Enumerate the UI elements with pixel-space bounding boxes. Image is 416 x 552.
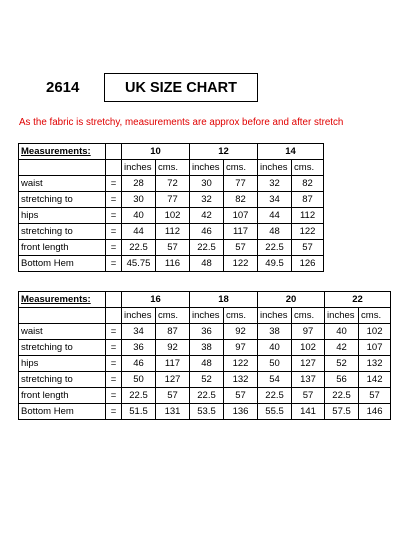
unit-inches: inches <box>122 160 156 176</box>
equals-sign: = <box>106 388 122 404</box>
value-inches: 55.5 <box>258 404 292 420</box>
value-cms: 57 <box>156 388 190 404</box>
value-inches: 38 <box>258 324 292 340</box>
unit-inches: inches <box>190 160 224 176</box>
equals-sign: = <box>106 192 122 208</box>
equals-sign: = <box>106 208 122 224</box>
measurement-row <box>19 224 324 240</box>
value-cms: 107 <box>224 208 258 224</box>
size-header: 14 <box>258 144 324 160</box>
size-header-row <box>19 144 324 160</box>
value-cms: 132 <box>359 356 391 372</box>
measurement-row <box>19 192 324 208</box>
equals-sign: = <box>106 356 122 372</box>
measurements-header: Measurements: <box>19 292 106 308</box>
value-cms: 57 <box>359 388 391 404</box>
value-cms: 102 <box>359 324 391 340</box>
size-header: 10 <box>122 144 190 160</box>
value-cms: 127 <box>292 356 325 372</box>
measurement-row <box>19 388 391 404</box>
value-cms: 57 <box>224 388 258 404</box>
measurement-row <box>19 240 324 256</box>
value-inches: 40 <box>258 340 292 356</box>
value-cms: 92 <box>156 340 190 356</box>
measurement-row <box>19 356 391 372</box>
value-cms: 102 <box>292 340 325 356</box>
table-body <box>19 176 324 272</box>
equals-sign: = <box>106 404 122 420</box>
value-cms: 107 <box>359 340 391 356</box>
value-cms: 146 <box>359 404 391 420</box>
value-cms: 117 <box>156 356 190 372</box>
value-cms: 87 <box>292 192 324 208</box>
value-cms: 127 <box>156 372 190 388</box>
eq-header-cell <box>106 144 122 160</box>
chart-title <box>104 73 258 102</box>
unit-inches: inches <box>258 160 292 176</box>
size-header: 12 <box>190 144 258 160</box>
value-inches: 52 <box>190 372 224 388</box>
measurement-row <box>19 340 391 356</box>
measurement-label: front length <box>19 388 106 404</box>
measurement-row <box>19 176 324 192</box>
value-inches: 22.5 <box>190 388 224 404</box>
value-cms: 142 <box>359 372 391 388</box>
measurement-label: hips <box>19 356 106 372</box>
value-inches: 40 <box>122 208 156 224</box>
size-header-row <box>19 292 391 308</box>
measurement-label: stretching to <box>19 192 106 208</box>
value-inches: 42 <box>190 208 224 224</box>
value-inches: 34 <box>122 324 156 340</box>
value-cms: 132 <box>224 372 258 388</box>
size-table-16-22 <box>18 291 391 420</box>
value-inches: 36 <box>122 340 156 356</box>
value-inches: 56 <box>325 372 359 388</box>
value-inches: 22.5 <box>122 240 156 256</box>
value-inches: 32 <box>258 176 292 192</box>
unit-cms: cms. <box>156 160 190 176</box>
value-cms: 72 <box>156 176 190 192</box>
size-table-10-14 <box>18 143 324 272</box>
unit-inches: inches <box>325 308 359 324</box>
value-cms: 117 <box>224 224 258 240</box>
unit-header-row <box>19 308 391 324</box>
unit-cms: cms. <box>292 160 324 176</box>
value-cms: 122 <box>224 356 258 372</box>
value-inches: 42 <box>325 340 359 356</box>
value-inches: 28 <box>122 176 156 192</box>
value-inches: 40 <box>325 324 359 340</box>
measurement-label: stretching to <box>19 340 106 356</box>
table-body <box>19 324 391 420</box>
size-header: 18 <box>190 292 258 308</box>
value-cms: 57 <box>224 240 258 256</box>
value-cms: 57 <box>156 240 190 256</box>
measurements-header: Measurements: <box>19 144 106 160</box>
measurement-row <box>19 372 391 388</box>
blank-cell <box>19 160 106 176</box>
chart-title-text: UK SIZE CHART <box>125 79 237 96</box>
value-inches: 36 <box>190 324 224 340</box>
blank-cell <box>106 308 122 324</box>
unit-cms: cms. <box>156 308 190 324</box>
equals-sign: = <box>106 340 122 356</box>
value-cms: 82 <box>224 192 258 208</box>
measurement-row <box>19 324 391 340</box>
equals-sign: = <box>106 224 122 240</box>
value-cms: 102 <box>156 208 190 224</box>
value-inches: 22.5 <box>258 240 292 256</box>
value-cms: 57 <box>292 388 325 404</box>
value-inches: 57.5 <box>325 404 359 420</box>
value-cms: 112 <box>292 208 324 224</box>
value-inches: 50 <box>122 372 156 388</box>
value-cms: 87 <box>156 324 190 340</box>
value-inches: 22.5 <box>258 388 292 404</box>
value-inches: 44 <box>122 224 156 240</box>
measurement-label: hips <box>19 208 106 224</box>
value-inches: 30 <box>190 176 224 192</box>
value-inches: 44 <box>258 208 292 224</box>
unit-inches: inches <box>258 308 292 324</box>
value-inches: 48 <box>190 256 224 272</box>
value-inches: 22.5 <box>325 388 359 404</box>
stretch-note: As the fabric is stretchy, measurements are approx before and after stretch <box>19 117 344 128</box>
value-inches: 45.75 <box>122 256 156 272</box>
size-header: 20 <box>258 292 325 308</box>
value-inches: 48 <box>190 356 224 372</box>
blank-cell <box>19 308 106 324</box>
value-inches: 51.5 <box>122 404 156 420</box>
eq-header-cell <box>106 292 122 308</box>
unit-inches: inches <box>122 308 156 324</box>
value-cms: 77 <box>224 176 258 192</box>
value-cms: 77 <box>156 192 190 208</box>
value-cms: 57 <box>292 240 324 256</box>
value-cms: 126 <box>292 256 324 272</box>
value-inches: 32 <box>190 192 224 208</box>
equals-sign: = <box>106 176 122 192</box>
unit-cms: cms. <box>224 160 258 176</box>
value-cms: 141 <box>292 404 325 420</box>
measurement-label: Bottom Hem <box>19 404 106 420</box>
value-inches: 50 <box>258 356 292 372</box>
value-cms: 92 <box>224 324 258 340</box>
measurement-row <box>19 256 324 272</box>
value-cms: 137 <box>292 372 325 388</box>
value-inches: 53.5 <box>190 404 224 420</box>
unit-cms: cms. <box>224 308 258 324</box>
value-inches: 46 <box>122 356 156 372</box>
measurement-label: Bottom Hem <box>19 256 106 272</box>
value-cms: 136 <box>224 404 258 420</box>
value-cms: 116 <box>156 256 190 272</box>
value-cms: 131 <box>156 404 190 420</box>
equals-sign: = <box>106 240 122 256</box>
unit-inches: inches <box>190 308 224 324</box>
value-inches: 34 <box>258 192 292 208</box>
value-cms: 97 <box>292 324 325 340</box>
value-cms: 122 <box>292 224 324 240</box>
style-code: 2614 <box>46 79 80 96</box>
value-cms: 122 <box>224 256 258 272</box>
value-inches: 38 <box>190 340 224 356</box>
value-cms: 82 <box>292 176 324 192</box>
unit-cms: cms. <box>292 308 325 324</box>
value-cms: 97 <box>224 340 258 356</box>
measurement-label: waist <box>19 176 106 192</box>
measurement-label: stretching to <box>19 224 106 240</box>
measurement-label: waist <box>19 324 106 340</box>
unit-cms: cms. <box>359 308 391 324</box>
value-inches: 49.5 <box>258 256 292 272</box>
measurement-label: front length <box>19 240 106 256</box>
size-header: 16 <box>122 292 190 308</box>
measurement-row <box>19 404 391 420</box>
value-inches: 48 <box>258 224 292 240</box>
measurement-row <box>19 208 324 224</box>
equals-sign: = <box>106 256 122 272</box>
measurement-label: stretching to <box>19 372 106 388</box>
value-inches: 30 <box>122 192 156 208</box>
size-header: 22 <box>325 292 391 308</box>
value-inches: 46 <box>190 224 224 240</box>
value-inches: 22.5 <box>122 388 156 404</box>
value-cms: 112 <box>156 224 190 240</box>
value-inches: 54 <box>258 372 292 388</box>
equals-sign: = <box>106 324 122 340</box>
value-inches: 22.5 <box>190 240 224 256</box>
equals-sign: = <box>106 372 122 388</box>
blank-cell <box>106 160 122 176</box>
value-inches: 52 <box>325 356 359 372</box>
unit-header-row <box>19 160 324 176</box>
